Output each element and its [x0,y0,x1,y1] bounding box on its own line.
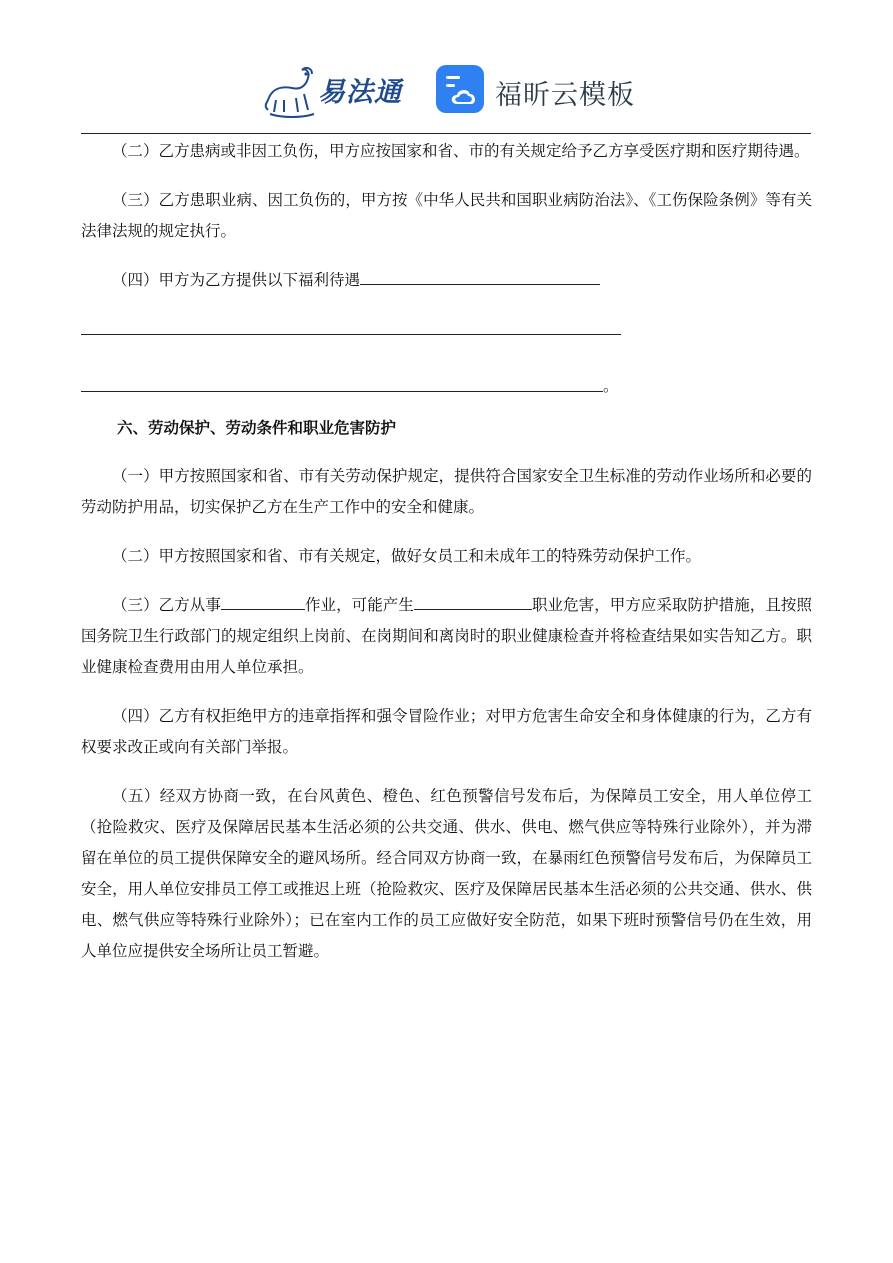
paragraph-occupational-disease: （三）乙方患职业病、因工负伤的，甲方按《中华人民共和国职业病防治法》、《工伤保险条例》等有关法律法规的规定执行。 [81,191,812,240]
welfare-label: （四）甲方为乙方提供以下福利待遇 [112,271,361,289]
hazard-text-b: 作业，可能产生 [304,596,414,614]
paragraph-typhoon-rainstorm: （五）经双方协商一致，在台风黄色、橙色、红色预警信号发布后，为保障员工安全，用人单位停工（抢险救灾、医疗及保障居民基本生活必须的公共交通、供水、供电、燃气供应等特殊行业除外），并为滞留在单位的员工提供保障安全的避风场所。经合同双方协商一致，在暴雨红色预警信号发布后，为保障员工安全，用人单位安排员工停工或推迟上班（抢险救灾、医疗及保障居民基本生活必须的公共交通、供水、供电、燃气供应等特殊行业除外）；已在室内工作的员工应做好安全防范，如果下班时预警信号仍在生效，用人单位应提供安全场所让员工暂避。 [81,787,812,960]
welfare-line-1 [81,310,812,341]
hazard-type-blank[interactable] [414,591,532,610]
yifatong-logo-text: 易法通 [318,77,402,108]
section-heading-labor-protection: 六、劳动保护、劳动条件和职业危害防护 [117,418,397,437]
welfare-end-period: 。 [603,377,619,395]
welfare-line-2 [81,367,812,398]
paragraph-right-to-refuse: （四）乙方有权拒绝甲方的违章指挥和强令冒险作业；对甲方危害生命安全和身体健康的行为，乙方有权要求改正或向有关部门举报。 [81,707,812,756]
yifatong-logo [262,60,412,118]
fuxin-logo-text: 福昕云模板 [495,80,635,111]
welfare-blank-line-2[interactable] [81,391,603,392]
paragraph-welfare [81,265,812,296]
hazard-text-a: （三）乙方从事 [112,596,221,614]
paragraph-labor-protection: （一）甲方按照国家和省、市有关劳动保护规定，提供符合国家安全卫生标准的劳动作业场所和必要的劳动防护用品，切实保护乙方在生产工作中的安全和健康。 [81,467,812,516]
header-divider [81,133,811,134]
document-body [81,136,812,985]
welfare-blank[interactable] [360,266,600,285]
paragraph-medical-treatment: （二）乙方患病或非因工负伤，甲方应按国家和省、市的有关规定给予乙方享受医疗期和医疗期待遇。 [112,142,810,160]
hazard-text-c: 职业危害，甲方应采取防护措施，且按照国务院卫生行政部门的规定组织上岗前、在岗期间和离岗时的职业健康检查并将检查结果如实告知乙方。职业健康检查费用由用人单位承担。 [81,596,812,676]
page-header [0,58,893,124]
paragraph-female-minor-protection: （二）甲方按照国家和省、市有关规定，做好女员工和未成年工的特殊劳动保护工作。 [112,547,702,565]
cloud-doc-icon [435,64,485,114]
qilin-logo-icon [262,60,318,118]
paragraph-occupational-hazard [81,590,812,683]
fuxin-logo [435,64,645,116]
welfare-blank-line-1[interactable] [81,334,621,335]
job-type-blank[interactable] [221,591,305,610]
